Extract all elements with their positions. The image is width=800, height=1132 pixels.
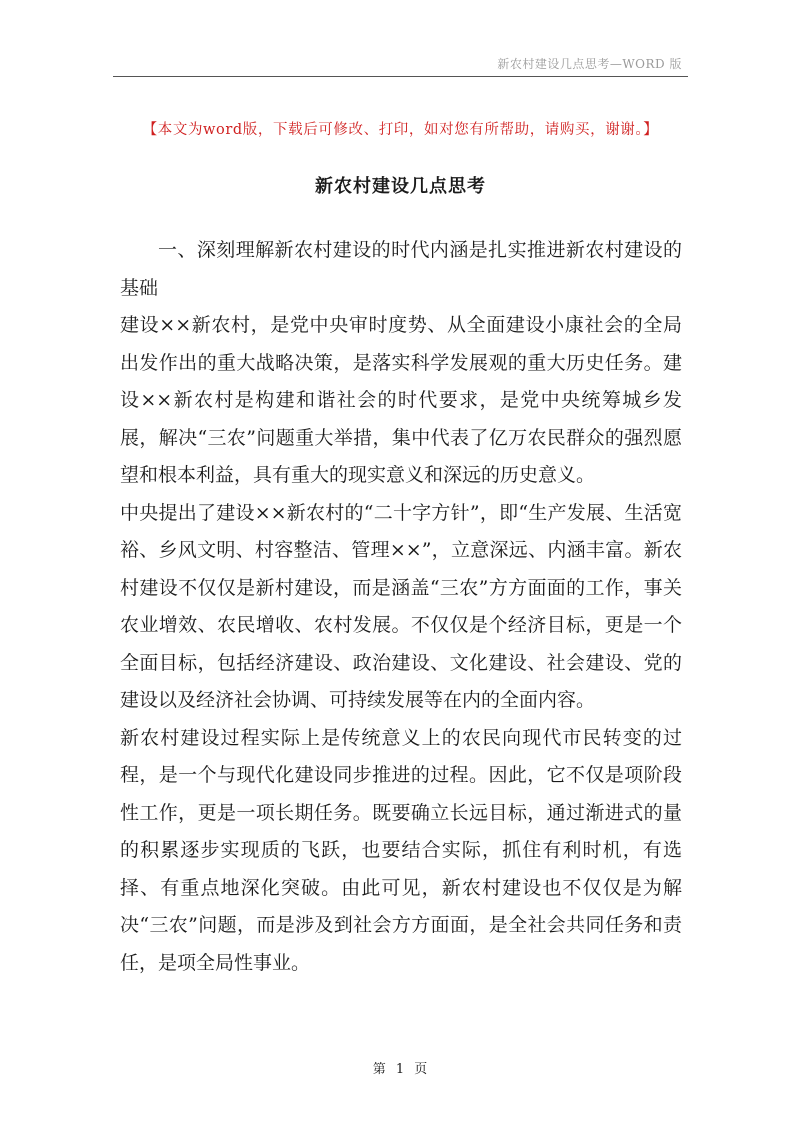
section-heading: 一、深刻理解新农村建设的时代内涵是扎实推进新农村建设的基础 <box>120 239 682 299</box>
document-title: 新农村建设几点思考 <box>315 176 486 197</box>
header-divider <box>113 76 688 77</box>
body-paragraph: 新农村建设过程实际上是传统意义上的农民向现代市民转变的过程，是一个与现代化建设同步推进的过程。因此，它不仅是项阶段性工作，更是一项长期任务。既要确立长远目标，通过渐进式的量的积累逐步实现质的飞跃，也要结合实际，抓住有利时机，有选择、有重点地深化突破。由此可见，新农村建设也不仅仅是为解决“三农”问题，而是涉及到社会方方面面，是全社会共同任务和责任，是项全局性事业。 <box>120 726 682 974</box>
footer-suffix: 页 <box>414 1062 428 1077</box>
document-body <box>120 232 682 982</box>
purchase-notice: 【本文为word版，下载后可修改、打印，如对您有所帮助，请购买，谢谢。】 <box>142 122 659 138</box>
page-footer <box>0 1058 800 1077</box>
body-paragraph: 建设××新农村，是党中央审时度势、从全面建设小康社会的全局出发作出的重大战略决策，是落实科学发展观的重大历史任务。建设××新农村是构建和谐社会的时代要求，是党中央统筹城乡发展，解决“三农”问题重大举措，集中代表了亿万农民群众的强烈愿望和根本利益，具有重大的现实意义和深远的历史意义。 <box>120 314 682 486</box>
body-paragraph: 中央提出了建设××新农村的“二十字方针”，即“生产发展、生活宽裕、乡风文明、村容整洁、管理××”，立意深远、内涵丰富。新农村建设不仅仅是新村建设，而是涵盖“三农”方方面面的工作，事关农业增效、农民增收、农村发展。不仅仅是个经济目标，更是一个全面目标，包括经济建设、政治建设、文化建设、社会建设、党的建设以及经济社会协调、可持续发展等在内的全面内容。 <box>120 501 682 711</box>
document-header-label: 新农村建设几点思考—WORD 版 <box>497 57 682 71</box>
footer-prefix: 第 <box>372 1062 386 1077</box>
page-number: 1 <box>395 1062 405 1077</box>
